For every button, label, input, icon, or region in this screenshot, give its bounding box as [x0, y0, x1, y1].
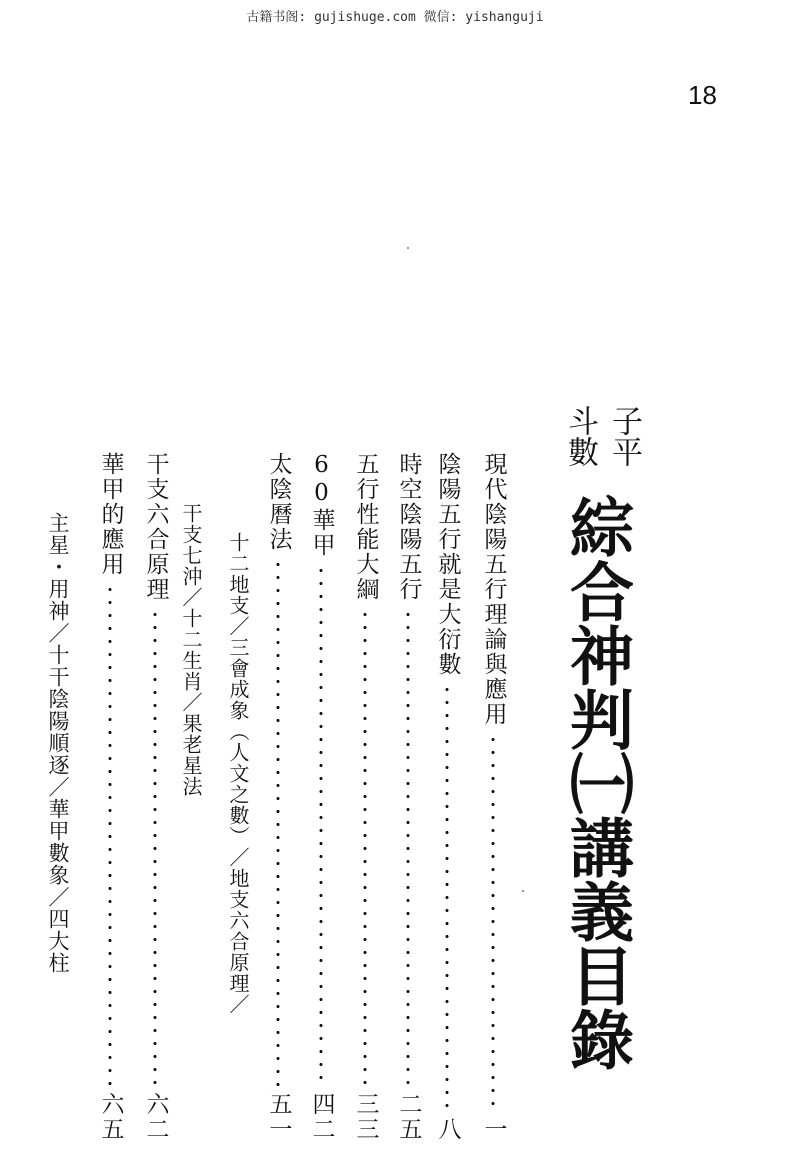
subtopic-line: 主星・用神／十干陰陽順逐／華甲數象／四大柱 — [46, 512, 70, 974]
toc-entry-page: 四二 — [308, 1092, 335, 1142]
toc-entry — [392, 452, 424, 1142]
toc-entry — [431, 452, 463, 1142]
toc-leader-dots — [363, 608, 367, 1086]
toc-entry-title: 五行性能大綱 — [352, 452, 379, 602]
toc-entry-page: 六二 — [142, 1092, 169, 1142]
toc-entry — [139, 452, 171, 1142]
watermark: 古籍书阁: gujishuge.com 微信: yishanguji — [246, 10, 544, 25]
page-number: 18 — [688, 80, 717, 110]
toc-entry-title: 華甲的應用 — [97, 452, 124, 577]
toc-leader-dots — [276, 558, 280, 1086]
toc-leader-dots — [108, 583, 112, 1086]
scan-speck — [407, 247, 409, 249]
toc-leader-dots — [319, 564, 323, 1086]
toc-leader-dots — [153, 608, 157, 1086]
toc-entry-page: 五一 — [265, 1092, 292, 1142]
toc-entry-title: 時空陰陽五行 — [395, 452, 422, 602]
toc-entry-title: 太陰曆法 — [265, 452, 292, 552]
toc-leader-dots — [445, 683, 449, 1111]
toc-entry-title: 陰陽五行就是大衍數 — [434, 452, 461, 677]
toc-entry-page: 一 — [480, 1117, 507, 1142]
title-block — [560, 405, 650, 1145]
toc-entry — [305, 452, 337, 1142]
subtopic-line: 十二地支／三會成象︵人文之數︶／地支六合原理／ — [226, 532, 250, 1015]
series-title-line-1: 子平 — [606, 405, 642, 467]
toc-entry — [349, 452, 381, 1142]
toc-leader-dots — [406, 608, 410, 1086]
toc-entry — [262, 452, 294, 1142]
toc-entry-page: 八 — [434, 1117, 461, 1142]
toc-entry-page: 二五 — [395, 1092, 422, 1142]
toc-leader-dots — [491, 733, 495, 1111]
toc-entry — [94, 452, 126, 1142]
toc-entry-title: 現代陰陽五行理論與應用 — [480, 452, 507, 727]
toc-entry-title: 60華甲 — [308, 452, 335, 558]
subtopic-line: 干支七沖／十二生肖／果老星法 — [179, 503, 203, 797]
main-title: 綜合神判㈠講義目錄 — [559, 495, 634, 1071]
series-title-line-2: 斗數 — [562, 405, 598, 467]
toc-entry-page: 三三 — [352, 1092, 379, 1142]
scan-speck — [522, 890, 524, 892]
toc-entry — [477, 452, 509, 1142]
toc-entry-page: 六五 — [97, 1092, 124, 1142]
toc-entry-title: 干支六合原理 — [142, 452, 169, 602]
